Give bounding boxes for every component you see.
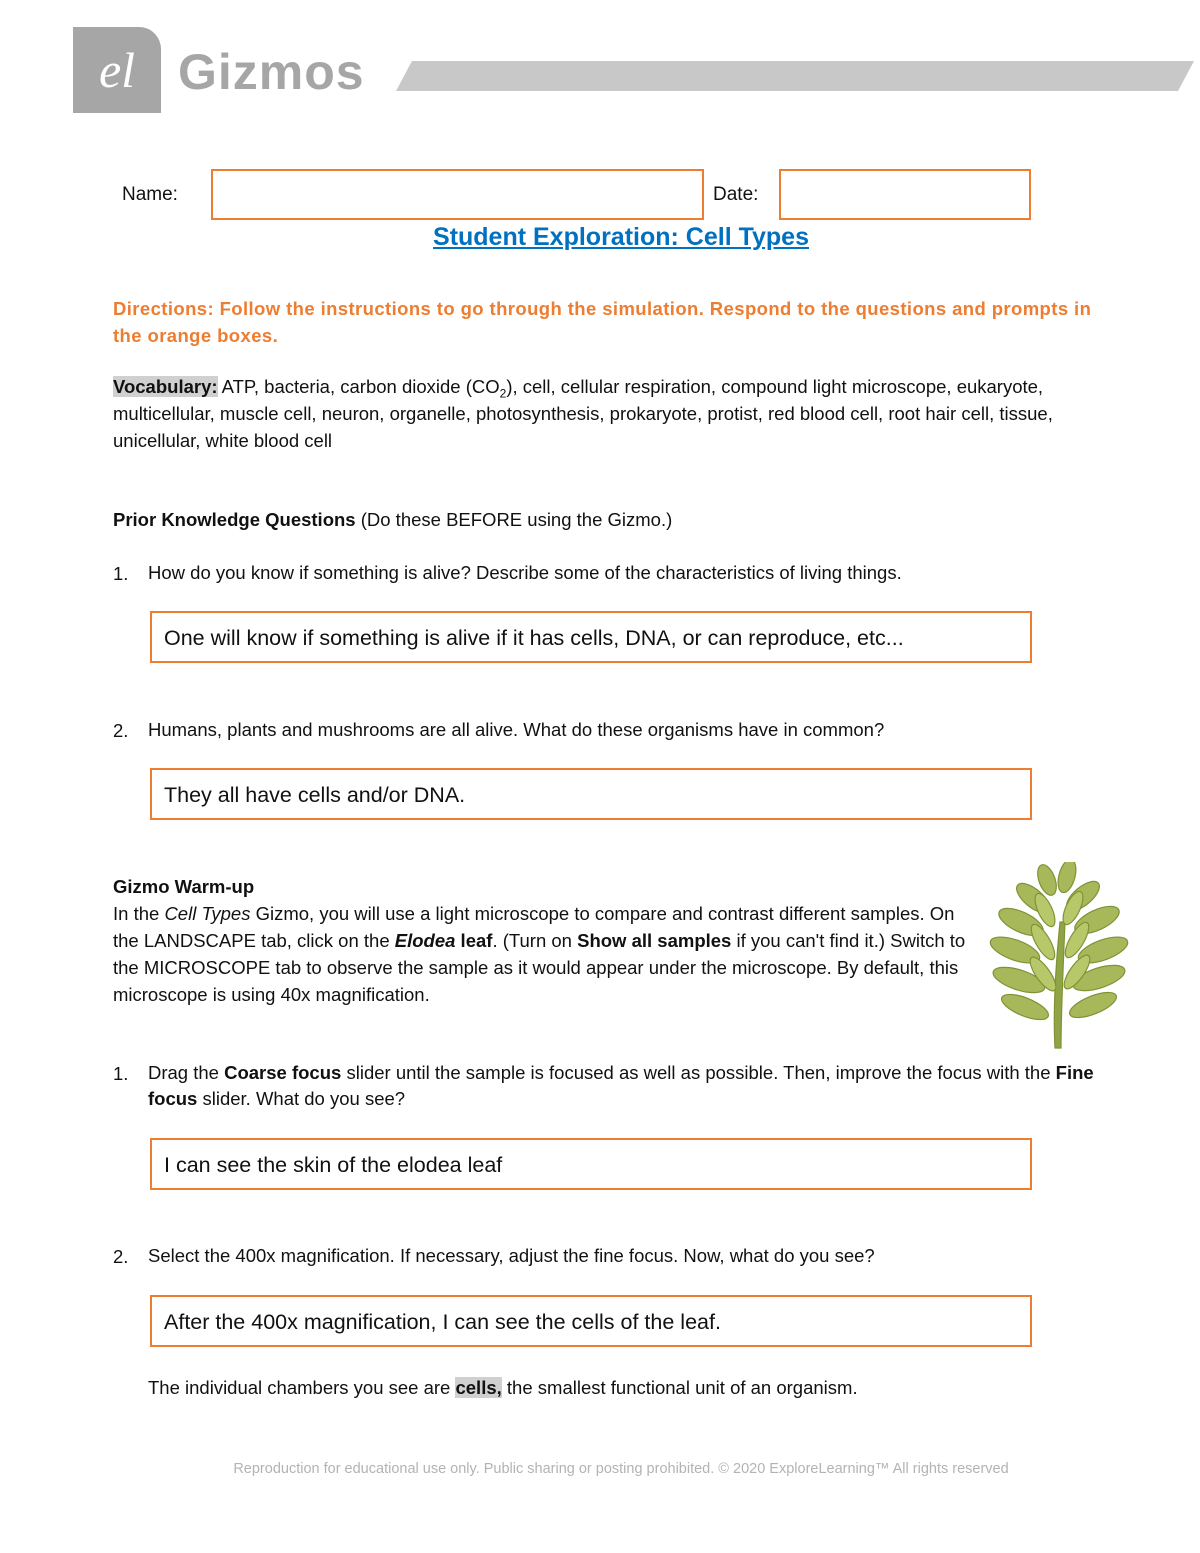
answer-text: After the 400x magnification, I can see the cells of the leaf. bbox=[164, 1310, 721, 1334]
prior-knowledge-heading: Prior Knowledge Questions (Do these BEFORE using the Gizmo.) bbox=[113, 509, 673, 530]
vocabulary-label: Vocabulary: bbox=[113, 376, 218, 397]
page-title: Student Exploration: Cell Types bbox=[433, 223, 809, 251]
question-number: 1. bbox=[113, 563, 129, 584]
elodea-plant-icon bbox=[985, 862, 1135, 1050]
warmup-intro: In the Cell Types Gizmo, you will use a light microscope to compare and contrast different samples. On the LANDSCAPE tab, click on the Elodea leaf. (Turn on Show all samples if you can't find it.) Switch to the MICROSCOPE tab to observe the sample as it would appear under the microscope. By default, this microscope is using 40x magnification. bbox=[113, 903, 966, 1005]
answer-box[interactable] bbox=[150, 611, 1032, 663]
question-number: 1. bbox=[113, 1063, 129, 1084]
answer-text: They all have cells and/or DNA. bbox=[164, 783, 466, 807]
date-label: Date: bbox=[713, 184, 759, 205]
name-field[interactable] bbox=[211, 169, 704, 220]
question-number: 2. bbox=[113, 1246, 129, 1267]
answer-text: I can see the skin of the elodea leaf bbox=[164, 1153, 503, 1177]
closing-sentence: The individual chambers you see are cells, the smallest functional unit of an organism. bbox=[148, 1377, 858, 1398]
question-text: How do you know if something is alive? Describe some of the characteristics of living things. bbox=[148, 562, 902, 583]
answer-box[interactable] bbox=[150, 1295, 1032, 1347]
footer-copyright: Reproduction for educational use only. Public sharing or posting prohibited. © 2020 ExploreLearning™ All rights reserved bbox=[233, 1461, 1009, 1477]
question-number: 2. bbox=[113, 720, 129, 741]
cells-highlight: cells, bbox=[455, 1377, 502, 1398]
date-field[interactable] bbox=[779, 169, 1031, 220]
answer-box[interactable] bbox=[150, 768, 1032, 820]
brand-name: Gizmos bbox=[178, 44, 365, 100]
question-text: Drag the Coarse focus slider until the sample is focused as well as possible. Then, improve the focus with the Fine focus slider. What do you see? bbox=[148, 1062, 1094, 1109]
answer-text: One will know if something is alive if it has cells, DNA, or can reproduce, etc... bbox=[164, 626, 904, 650]
header-band bbox=[396, 61, 1194, 91]
warmup-heading: Gizmo Warm-up bbox=[113, 876, 255, 897]
question-text: Select the 400x magnification. If necessary, adjust the fine focus. Now, what do you see? bbox=[148, 1245, 875, 1266]
question-text: Humans, plants and mushrooms are all alive. What do these organisms have in common? bbox=[148, 719, 885, 740]
vocabulary-paragraph: Vocabulary: ATP, bacteria, carbon dioxide $(CO_2)$, cell, cellular respiration, compound light microscope, eukaryote, multicellular, muscle cell, neuron, organelle, photosynthesis, prokaryote, protist, red blood cell, root hair cell, tissue, unicellular, white blood cell bbox=[113, 376, 1053, 451]
answer-box[interactable] bbox=[150, 1138, 1032, 1190]
name-label: Name: bbox=[122, 184, 178, 205]
directions-text: Directions: Follow the instructions to go through the simulation. Respond to the questions and prompts in the orange boxes. bbox=[113, 298, 1092, 346]
explorelearning-logo-icon: el bbox=[98, 42, 136, 98]
